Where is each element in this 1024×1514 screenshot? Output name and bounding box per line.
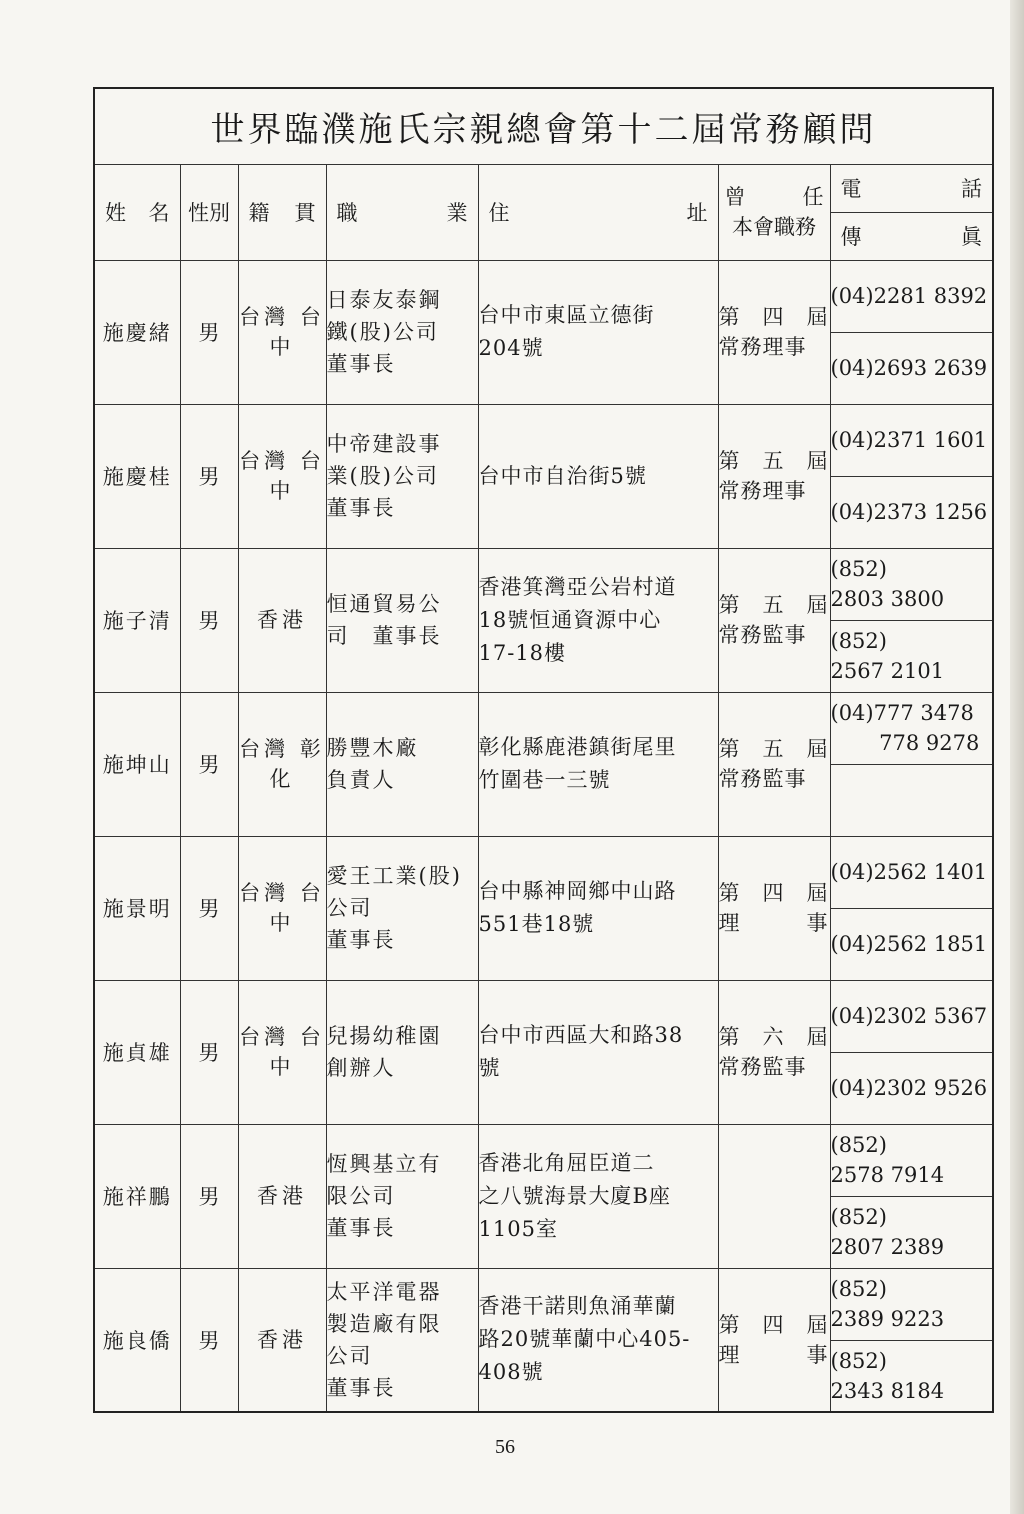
- member-name: 施景明: [94, 836, 180, 980]
- member-row: [94, 404, 993, 476]
- member-phone: (04)2302 5367: [830, 980, 993, 1052]
- member-fax: (852) 2807 2389: [830, 1196, 993, 1268]
- member-row: [94, 548, 993, 620]
- member-gender: 男: [180, 836, 238, 980]
- member-gender: 男: [180, 692, 238, 836]
- member-occupation: 愛王工業(股) 公司 董事長: [326, 836, 478, 980]
- member-row: [94, 836, 993, 908]
- member-former-role: 第 五 屆 常務理事: [718, 404, 830, 548]
- member-gender: 男: [180, 260, 238, 404]
- member-gender: 男: [180, 1124, 238, 1268]
- header-phone: 電 話: [830, 164, 993, 212]
- member-phone: (04)2371 1601: [830, 404, 993, 476]
- member-former-role: 第 四 屆 常務理事: [718, 260, 830, 404]
- page-edge: [1010, 0, 1024, 1514]
- member-origin: 香港: [238, 1268, 326, 1412]
- member-gender: 男: [180, 980, 238, 1124]
- member-origin: 台灣 台中: [238, 836, 326, 980]
- member-address: 台中市西區大和路38 號: [478, 980, 718, 1124]
- header-origin: 籍 貫: [238, 164, 326, 260]
- member-occupation: 勝豐木廠 負責人: [326, 692, 478, 836]
- member-origin: 香港: [238, 548, 326, 692]
- member-address: 香港干諾則魚涌華蘭 路20號華蘭中心405- 408號: [478, 1268, 718, 1412]
- member-row: [94, 692, 993, 764]
- member-phone: (852) 2578 7914: [830, 1124, 993, 1196]
- member-former-role: 第 四 屆 理 事: [718, 1268, 830, 1412]
- member-fax: (852) 2343 8184: [830, 1340, 993, 1412]
- member-row: [94, 980, 993, 1052]
- member-name: 施子清: [94, 548, 180, 692]
- member-name: 施貞雄: [94, 980, 180, 1124]
- member-phone: (04)2562 1401: [830, 836, 993, 908]
- member-address: 香港箕灣亞公岩村道 18號恒通資源中心 17-18樓: [478, 548, 718, 692]
- member-former-role: 第 六 屆 常務監事: [718, 980, 830, 1124]
- member-fax: (04)2302 9526: [830, 1052, 993, 1124]
- member-row: [94, 260, 993, 332]
- member-former-role: 第 四 屆 理 事: [718, 836, 830, 980]
- member-phone: (04)2281 8392: [830, 260, 993, 332]
- member-fax: (04)2693 2639: [830, 332, 993, 404]
- member-address: 台中市自治街5號: [478, 404, 718, 548]
- member-gender: 男: [180, 404, 238, 548]
- member-address: 彰化縣鹿港鎮街尾里 竹圍巷一三號: [478, 692, 718, 836]
- member-phone: (04)777 3478 778 9278: [830, 692, 993, 764]
- member-name: 施坤山: [94, 692, 180, 836]
- page-number: 56: [495, 1436, 515, 1458]
- member-name: 施慶桂: [94, 404, 180, 548]
- member-origin: 台灣 台中: [238, 260, 326, 404]
- header-former-role: 曾 任 本會職務: [718, 164, 830, 260]
- member-former-role: 第 五 屆 常務監事: [718, 548, 830, 692]
- member-former-role: 第 五 屆 常務監事: [718, 692, 830, 836]
- member-occupation: 日泰友泰鋼 鐵(股)公司 董事長: [326, 260, 478, 404]
- member-name: 施慶緒: [94, 260, 180, 404]
- member-occupation: 兒揚幼稚園 創辦人: [326, 980, 478, 1124]
- advisors-table: [93, 87, 994, 1413]
- header-fax: 傳 眞: [830, 212, 993, 260]
- member-row: [94, 1268, 993, 1340]
- member-occupation: 中帝建設事 業(股)公司 董事長: [326, 404, 478, 548]
- member-former-role: [718, 1124, 830, 1268]
- member-name: 施良僑: [94, 1268, 180, 1412]
- member-address: 台中縣神岡鄉中山路 551巷18號: [478, 836, 718, 980]
- header-occupation: 職 業: [326, 164, 478, 260]
- member-phone: (852) 2389 9223: [830, 1268, 993, 1340]
- member-origin: 台灣 台中: [238, 404, 326, 548]
- member-phone: (852) 2803 3800: [830, 548, 993, 620]
- member-name: 施祥鵬: [94, 1124, 180, 1268]
- page-title: 世界臨濮施氏宗親總會第十二屆常務顧問: [94, 88, 993, 164]
- member-fax: (04)2562 1851: [830, 908, 993, 980]
- member-origin: 台灣 彰化: [238, 692, 326, 836]
- member-fax: (852) 2567 2101: [830, 620, 993, 692]
- member-gender: 男: [180, 548, 238, 692]
- member-origin: 台灣 台中: [238, 980, 326, 1124]
- header-gender: 性別: [180, 164, 238, 260]
- member-row: [94, 1124, 993, 1196]
- header-address: 住 址: [478, 164, 718, 260]
- member-occupation: 恆興基立有 限公司 董事長: [326, 1124, 478, 1268]
- member-occupation: 太平洋電器 製造廠有限 公司 董事長: [326, 1268, 478, 1412]
- member-origin: 香港: [238, 1124, 326, 1268]
- header-name: 姓 名: [94, 164, 180, 260]
- member-gender: 男: [180, 1268, 238, 1412]
- member-occupation: 恒通貿易公 司 董事長: [326, 548, 478, 692]
- member-address: 台中市東區立德街 204號: [478, 260, 718, 404]
- member-address: 香港北角屈臣道二 之八號海景大廈B座 1105室: [478, 1124, 718, 1268]
- member-fax: (04)2373 1256: [830, 476, 993, 548]
- member-fax: [830, 764, 993, 836]
